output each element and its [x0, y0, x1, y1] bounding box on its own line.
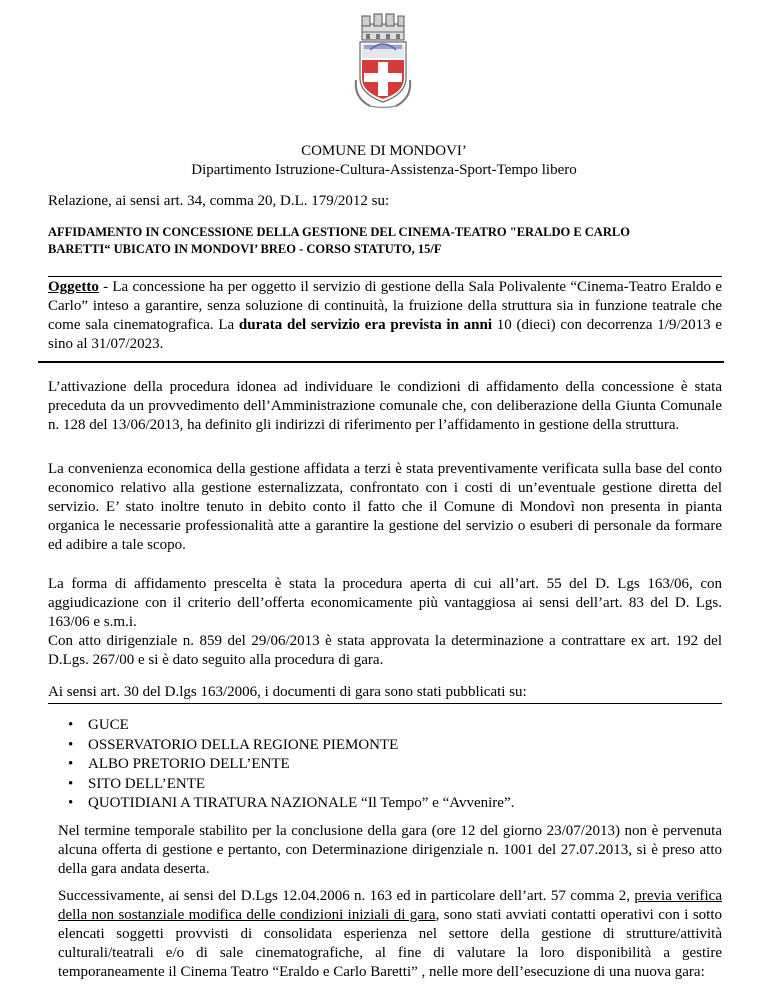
paragraph-publications-intro: Ai sensi art. 30 del D.lgs 163/2006, i documenti di gara sono stati pubblicati su:	[48, 684, 527, 700]
document-title-line-2: BARETTI“ UBICATO IN MONDOVI’ BREO - CORSO STATUTO, 15/F	[48, 242, 442, 256]
paragraph-deserted-tender: Nel termine temporale stabilito per la conclusione della gara (ore 12 del giorno 23/07/2013) non è pervenuta alcuna offerta di gestione e pertanto, con Determinazione dirigenziale n. 1001 del 27.07.2013, si è preso atto della gara andata deserta.	[58, 823, 722, 877]
negotiation-text-2: , sono stati avviati contatti operativi con i sotto elencati soggetti provvisti di consolidata esperienza nel settore della gestione di strutture/attività culturali/teatrali e/o di sale cinematografiche, al fine di valutare la loro disponibilità a gestire temporaneamente il Cinema Teatro “Eraldo e Carlo Baretti” , nelle more dell’esecuzione di una nuova gara:	[58, 907, 723, 980]
coat-of-arms-icon	[350, 10, 416, 110]
list-item: • GUCE	[48, 716, 514, 736]
list-item: • ALBO PRETORIO DELL’ENTE	[48, 755, 514, 775]
paragraph-procedure: L’attivazione della procedura idonea ad individuare le condizioni di affidamento della concessione è stata preceduta da un provvedimento dell’Amministrazione comunale che, con deliberazione della Giunta Comunale n. 128 del 13/06/2013, ha definito gli indirizzi di riferimento per l’affidamento in gestione della struttura.	[48, 379, 722, 433]
report-intro: Relazione, ai sensi art. 34, comma 20, D.L. 179/2012 su:	[48, 193, 390, 209]
list-item: • QUOTIDIANI A TIRATURA NAZIONALE “Il Tempo” e “Avvenire”.	[48, 794, 514, 814]
paragraph-determination: Con atto dirigenziale n. 859 del 29/06/2013 è stata approvata la determinazione a contrattare ex art. 192 del D.Lgs. 267/00 e si è dato seguito alla procedura di gara.	[48, 633, 722, 668]
document-title	[48, 224, 728, 258]
department-name: Dipartimento Istruzione-Cultura-Assistenza-Sport-Tempo libero	[191, 162, 577, 178]
paragraph-negotiation	[58, 887, 722, 982]
oggetto-text-1: - La concessione ha per oggetto il servizio di gestione della Sala Polivalente “Cinema-Teatro Eraldo e Carlo” inteso a garantire, senza soluzione di continuità, la fruizione della struttura sia in funzione teatrale che come sala cinematografica. La	[48, 279, 722, 333]
paragraph-award-form: La forma di affidamento prescelta è stata la procedura aperta di cui all’art. 55 del D. Lgs 163/06, con aggiudicazione con il criterio dell’offerta economicamente più vantaggiosa ai sensi dell’art. 83 del D. Lgs. 163/06 e s.m.i.	[48, 576, 722, 630]
list-item: • OSSERVATORIO DELLA REGIONE PIEMONTE	[48, 736, 514, 756]
paragraph-convenience: La convenienza economica della gestione affidata a terzi è stata preventivamente verificata sulla base del conto economico relativo alla gestione esternalizzata, confrontato con i costi di un’eventuale gestione diretta del servizio. E’ stato inoltre tenuto in debito conto il fatto che il Comune di Mondovì non presenta in pianta organica le necessarie professionalità atte a garantire la gestione del servizio o esuberi di personale da formare ed adibire a tale scopo.	[48, 461, 722, 553]
negotiation-text-1: Successivamente, ai sensi del D.Lgs 12.04.2006 n. 163 ed in particolare dell’art. 57 comma 2,	[58, 888, 635, 904]
municipality-name: COMUNE DI MONDOVI’	[301, 143, 467, 159]
oggetto-label: Oggetto	[48, 279, 99, 295]
document-title-line-1: AFFIDAMENTO IN CONCESSIONE DELLA GESTIONE DEL CINEMA-TEATRO "ERALDO E CARLO	[48, 225, 630, 239]
negotiation-underlined: previa verifica della non sostanziale modifica delle condizioni iniziali di gara	[58, 888, 723, 923]
list-item: • SITO DELL’ENTE	[48, 775, 514, 795]
oggetto-text-2: 10 (dieci) con decorrenza 1/9/2013 e sino al 31/07/2023.	[48, 317, 722, 352]
publications-list	[48, 716, 514, 814]
divider-bottom	[38, 361, 724, 363]
oggetto-paragraph	[48, 278, 722, 354]
oggetto-duration: durata del servizio era prevista in anni	[238, 317, 493, 333]
divider-top	[48, 276, 722, 277]
divider-publications	[48, 703, 722, 704]
